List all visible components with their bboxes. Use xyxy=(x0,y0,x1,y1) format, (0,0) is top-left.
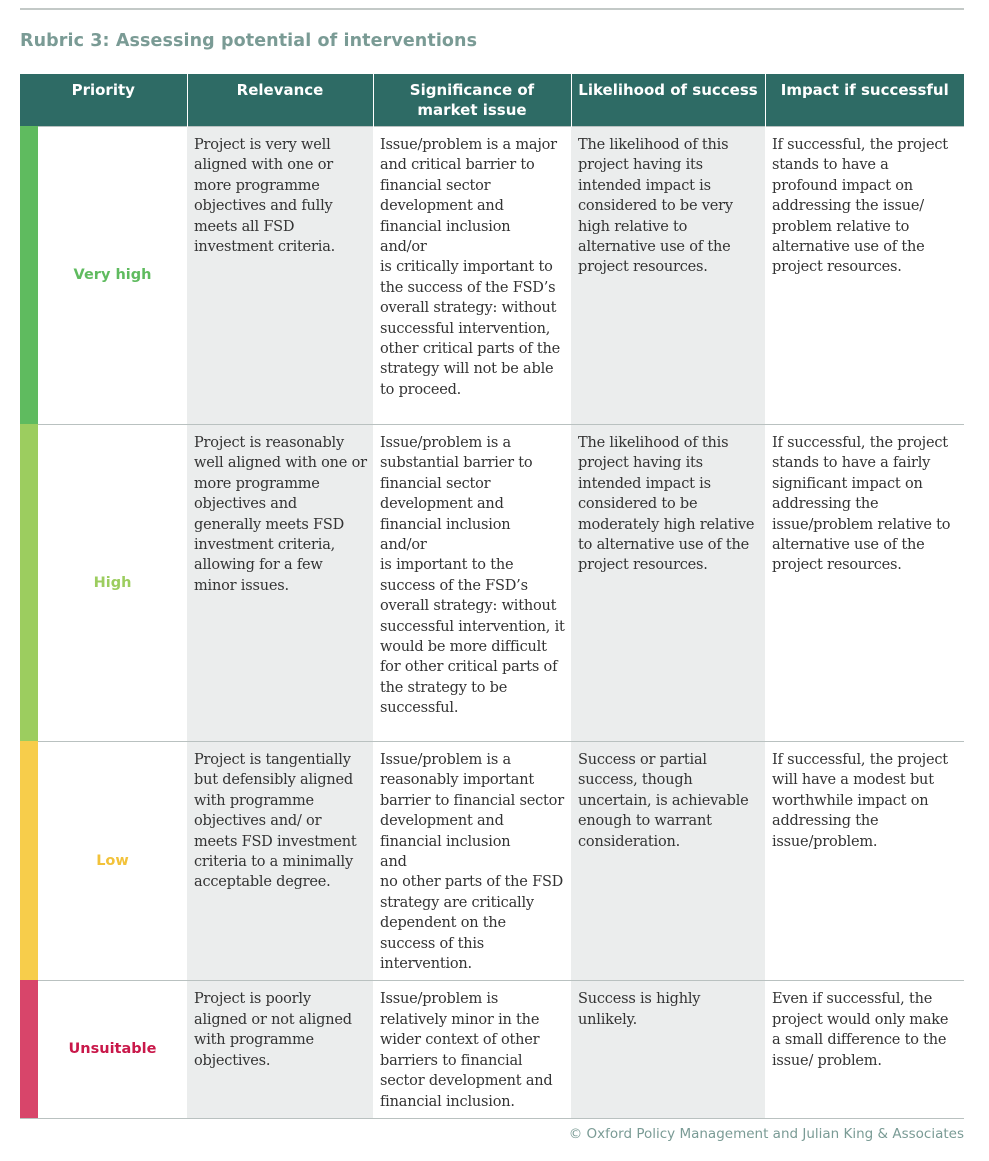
likelihood-cell: The likelihood of this project having its intended impact is considered to be moderately high relative to alternative use of the project resources. xyxy=(571,425,765,742)
table-row xyxy=(20,425,964,742)
impact-cell: If successful, the project stands to have a fairly significant impact on addressing the issue/problem relative to alternative use of the project resources. xyxy=(765,425,964,742)
significance-cell: Issue/problem is relatively minor in the wider context of other barriers to financial sector development and financial inclusion. xyxy=(373,981,571,1118)
significance-cell: Issue/problem is a major and critical barrier to financial sector development and financial inclusion and/or is critically important to the success of the FSD’s overall strategy: without successful intervention, other critical parts of the strategy will not be able to proceed. xyxy=(373,127,571,425)
significance-cell: Issue/problem is a substantial barrier to financial sector development and financial inclusion and/or is important to the success of the FSD’s overall strategy: without successful intervention, it would be more difficult for other critical parts of the strategy to be successful. xyxy=(373,425,571,742)
priority-color-bar xyxy=(20,741,38,980)
header-likelihood: Likelihood of success xyxy=(571,74,765,127)
impact-cell: If successful, the project will have a modest but worthwhile impact on addressing the issue/problem. xyxy=(765,742,964,981)
table-row xyxy=(20,127,964,425)
priority-color-bar xyxy=(20,126,38,424)
page-title: Rubric 3: Assessing potential of interventions xyxy=(20,31,478,51)
priority-label: Very high xyxy=(73,267,152,284)
priority-cell xyxy=(20,742,187,981)
relevance-cell: Project is reasonably well aligned with one or more programme objectives and generally meets FSD investment criteria, allowing for a few minor issues. xyxy=(187,425,373,742)
impact-cell: If successful, the project stands to have a profound impact on addressing the issue/ problem relative to alternative use of the project resources. xyxy=(765,127,964,425)
priority-label: Unsuitable xyxy=(68,1041,157,1058)
table-row xyxy=(20,742,964,981)
header-row xyxy=(20,74,964,127)
header-significance: Significance of market issue xyxy=(373,74,571,127)
priority-color-bar xyxy=(20,980,38,1117)
priority-label: High xyxy=(93,574,132,591)
likelihood-cell: The likelihood of this project having its intended impact is considered to be very high relative to alternative use of the project resources. xyxy=(571,127,765,425)
priority-color-bar xyxy=(20,424,38,741)
relevance-cell: Project is tangentially but defensibly aligned with programme objectives and/ or meets FSD investment criteria to a minimally acceptable degree. xyxy=(187,742,373,981)
impact-cell: Even if successful, the project would only make a small difference to the issue/ problem. xyxy=(765,981,964,1118)
priority-cell xyxy=(20,127,187,425)
copyright-footer: © Oxford Policy Management and Julian King & Associates xyxy=(568,1126,964,1142)
header-priority: Priority xyxy=(20,74,187,127)
relevance-cell: Project is very well aligned with one or more programme objectives and fully meets all FSD investment criteria. xyxy=(187,127,373,425)
priority-cell xyxy=(20,425,187,742)
header-impact: Impact if successful xyxy=(765,74,964,127)
likelihood-cell: Success or partial success, though uncertain, is achievable enough to warrant consideration. xyxy=(571,742,765,981)
header-relevance: Relevance xyxy=(187,74,373,127)
relevance-cell: Project is poorly aligned or not aligned with programme objectives. xyxy=(187,981,373,1118)
top-rule xyxy=(20,8,964,10)
rubric-table xyxy=(20,74,964,1119)
likelihood-cell: Success is highly unlikely. xyxy=(571,981,765,1118)
priority-label: Low xyxy=(96,853,129,870)
table-row xyxy=(20,981,964,1118)
significance-cell: Issue/problem is a reasonably important barrier to financial sector development and financial inclusion and no other parts of the FSD strategy are critically dependent on the success of this intervention. xyxy=(373,742,571,981)
priority-cell xyxy=(20,981,187,1118)
